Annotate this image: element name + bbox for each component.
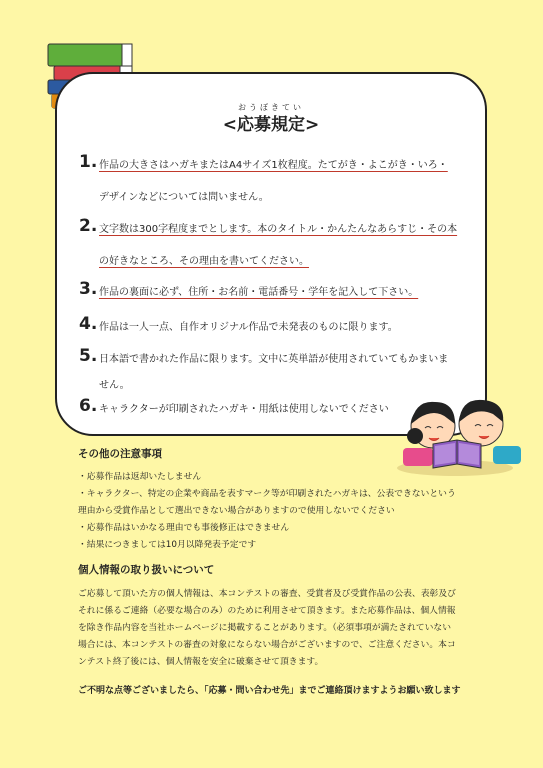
rule-text: せん。 <box>99 380 130 391</box>
notes-item: ・応募作品は返却いたしません <box>78 472 202 482</box>
rule-text: 作品の裏面に必ず、住所・お名前・電話番号・学年を記入して下さい。 <box>99 287 419 298</box>
rule-number: 6. <box>79 396 98 416</box>
rules-card <box>55 72 487 436</box>
contact-footer: ご不明な点等ございましたら、「応募・問い合わせ先」までご連絡頂けますようお願い致します <box>78 686 461 696</box>
rule-text: 日本語で書かれた作品に限ります。文中に英単語が使用されていてもかまいま <box>99 354 449 365</box>
rule-number: 3. <box>79 279 98 299</box>
rule-number: 4. <box>79 314 98 334</box>
rule-number: 2. <box>79 216 98 236</box>
privacy-line: を除き作品内容を当社ホームページに掲載することがあります。（必須事項が満たされていない <box>78 623 451 633</box>
title-ruby: おうぼきてい <box>238 103 304 112</box>
rule-text: 作品の大きさはハガキまたはA4サイズ1枚程度。たてがき・よこがき・いろ・ <box>99 160 448 171</box>
privacy-line: ご応募して頂いた方の個人情報は、本コンテストの審査、受賞者及び受賞作品の公表、表彰及び <box>78 589 456 599</box>
notes-item: ・応募作品はいかなる理由でも事後修正はできません <box>78 523 290 533</box>
notes-item: ・キャラクター、特定の企業や商品を表すマーク等が印刷されたハガキは、公表できないという <box>78 489 456 499</box>
children-reading-icon <box>397 400 521 476</box>
privacy-line: ンテスト終了後には、個人情報を安全に破棄させて頂きます。 <box>78 657 324 667</box>
rule-text: の好きなところ、その理由を書いてください。 <box>99 256 309 267</box>
rule-text: 文字数は300字程度までとします。本のタイトル・かんたんなあらすじ・その本 <box>99 224 458 235</box>
privacy-line: 場合には、本コンテストの審査の対象にならない場合がございますので、ご注意ください。本コ <box>78 640 456 650</box>
privacy-title: 個人情報の取り扱いについて <box>78 564 215 576</box>
children-reading-illustration <box>395 388 525 478</box>
notes-item: 理由から受賞作品として選出できない場合がありますので使用しないでください <box>78 506 395 516</box>
page-title: <応募規定> <box>222 115 320 135</box>
notes-title: その他の注意事項 <box>78 448 162 460</box>
privacy-line: それに係るご連絡（必要な場合のみ）のために利用させて頂きます。また応募作品は、個人情報 <box>78 606 456 616</box>
rule-text: キャラクターが印刷されたハガキ・用紙は使用しないでください <box>99 404 389 415</box>
notes-item: ・結果につきましては10月以降発表予定です <box>78 540 257 550</box>
rule-text: 作品は一人一点、自作オリジナル作品で未発表のものに限ります。 <box>99 322 398 333</box>
rule-text: デザインなどについては問いません。 <box>99 192 269 203</box>
rule-number: 5. <box>79 346 98 366</box>
rule-number: 1. <box>79 152 98 172</box>
